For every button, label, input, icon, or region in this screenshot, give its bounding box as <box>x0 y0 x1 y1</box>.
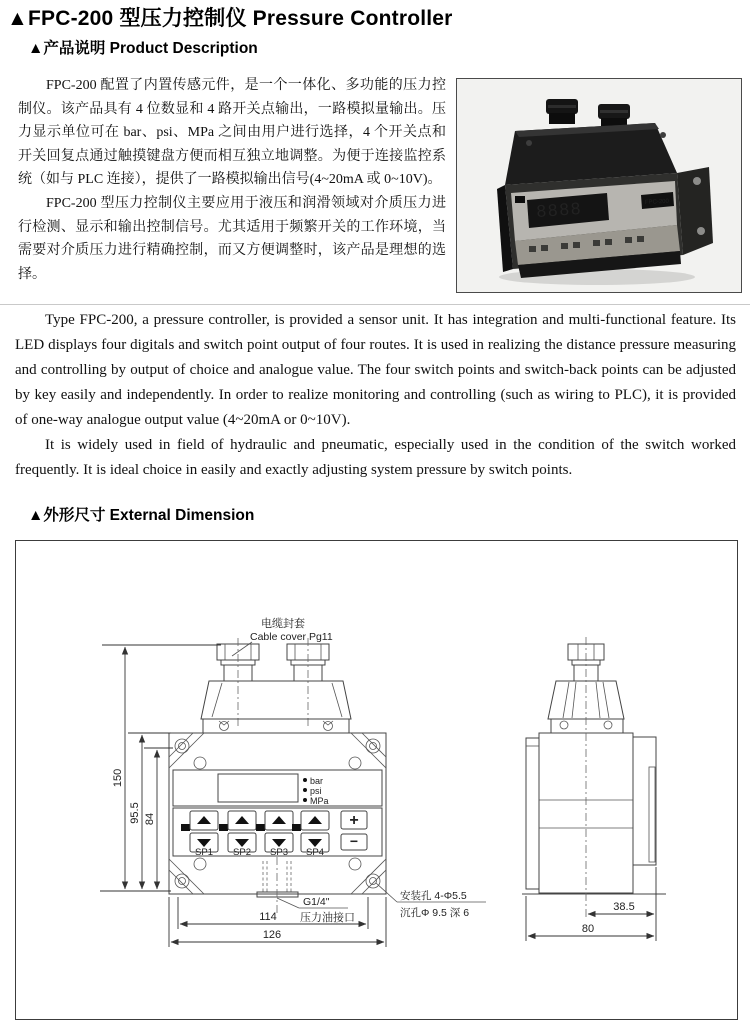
section-divider <box>0 304 750 305</box>
mounting-hole-note <box>376 883 486 919</box>
product-photo <box>456 78 742 293</box>
en-paragraph-2: It is widely used in field of hydraulic and pneumatic, especially used in the condition of the switch worked frequently. It is ideal choice in easily and exactly adjusting system pressure by switch points. <box>15 437 736 478</box>
top-cover-front <box>201 681 351 733</box>
model-badge-text: FPC-200 <box>644 198 670 206</box>
dim-total-height: 150 <box>112 768 124 788</box>
dim-housing-height: 95.5 <box>129 802 141 824</box>
dim-outer-width: 126 <box>262 929 282 941</box>
mounting-slot <box>649 767 655 862</box>
front-view <box>100 616 486 947</box>
cable-gland-icon <box>546 99 578 124</box>
dim-depth: 80 <box>581 923 595 935</box>
cable-gland-front-right <box>287 638 329 729</box>
sp2-label: SP2 <box>233 847 251 858</box>
display-panel-front <box>173 770 382 806</box>
brand-label <box>515 196 525 203</box>
dimension-drawing-frame <box>15 540 738 1020</box>
dim-depth-offset: 38.5 <box>613 901 635 913</box>
cover-screw-icon <box>660 132 666 138</box>
dim-panel-height: 84 <box>144 812 156 826</box>
side-dimensions <box>526 867 656 941</box>
side-view <box>522 637 666 941</box>
sp3-label: SP3 <box>270 847 288 858</box>
cable-cover-label-zh: 电缆封套 <box>261 618 305 630</box>
flange-hole-icon <box>693 177 701 185</box>
keypad-front <box>173 808 382 858</box>
english-description <box>15 308 736 483</box>
cover-screw-icon <box>526 140 532 146</box>
external-dimension-heading: ▲外形尺寸 External Dimension <box>28 507 255 524</box>
flange-hole-icon <box>697 227 705 235</box>
chinese-description <box>18 74 446 286</box>
housing-side <box>522 637 666 917</box>
product-description-heading: ▲产品说明 Product Description <box>28 40 258 57</box>
mount-hole-line1: 安装孔 4-Φ5.5 <box>400 890 467 902</box>
cable-cover-label-en: Cable cover Pg11 <box>250 631 333 643</box>
port-label-zh: 压力油接口 <box>300 912 355 924</box>
mounting-plate-side <box>633 737 656 865</box>
sp1-label: SP1 <box>195 847 213 858</box>
zh-paragraph-2: FPC-200 型压力控制仪主要应用于液压和润滑领域对介质压力进行检测、显示和输出控制信号。尤其适用于频繁开关的工作环境，当需要对介质压力进行精确控制，而又方便调整时，该产品是理想的选择。 <box>18 195 446 282</box>
sp4-label: SP4 <box>306 847 324 858</box>
zh-paragraph-1: FPC-200 配置了内置传感元件，是一个一体化、多功能的压力控制仪。该产品具有 4 位数显和 4 路开关点输出，一路模拟量输出。压力显示单位可在 bar、psi、MPa 之间由用户进行选择，4 个开关点和开关回复点通过触摸键盘方便而相互独立地调整。为便于连接监控系统（如与 PLC 连接），提供了一路模拟输出信号(4~20mA 或 0~10V)。 <box>18 78 446 188</box>
dim-inner-width: 114 <box>259 911 277 923</box>
unit-label-mpa: MPa <box>310 796 329 806</box>
en-paragraph-1: Type FPC-200, a pressure controller, is provided a sensor unit. It has integration and multi-functional feature. Its LED displays four digitals and switch point output of four routes. It is used in realizing the distance pressure measuring and controlling by output of choice and analogue value. The four switch points and switch-back points can be adjusted by key easily and independently. In order to realize monitoring and controlling (such as wiring to PLC), it is provided of one-way analogue output value (4~20mA or 0~10V). <box>15 312 736 428</box>
display-digits: 8888 <box>535 198 583 221</box>
led-display-outline <box>218 774 298 802</box>
unit-label-bar: bar <box>310 776 324 786</box>
minus-button-glyph: − <box>349 833 359 849</box>
unit-label-psi: psi <box>310 786 322 796</box>
page-title: ▲FPC-200 型压力控制仪 Pressure Controller <box>7 7 453 30</box>
dimension-drawing <box>16 541 736 1018</box>
mount-hole-line2: 沉孔Φ 9.5 深 6 <box>400 907 470 919</box>
plus-button-glyph: + <box>349 812 359 829</box>
unit-leds <box>303 776 329 806</box>
port-size-label: G1/4" <box>303 896 330 908</box>
product-photo-illustration <box>457 79 741 292</box>
